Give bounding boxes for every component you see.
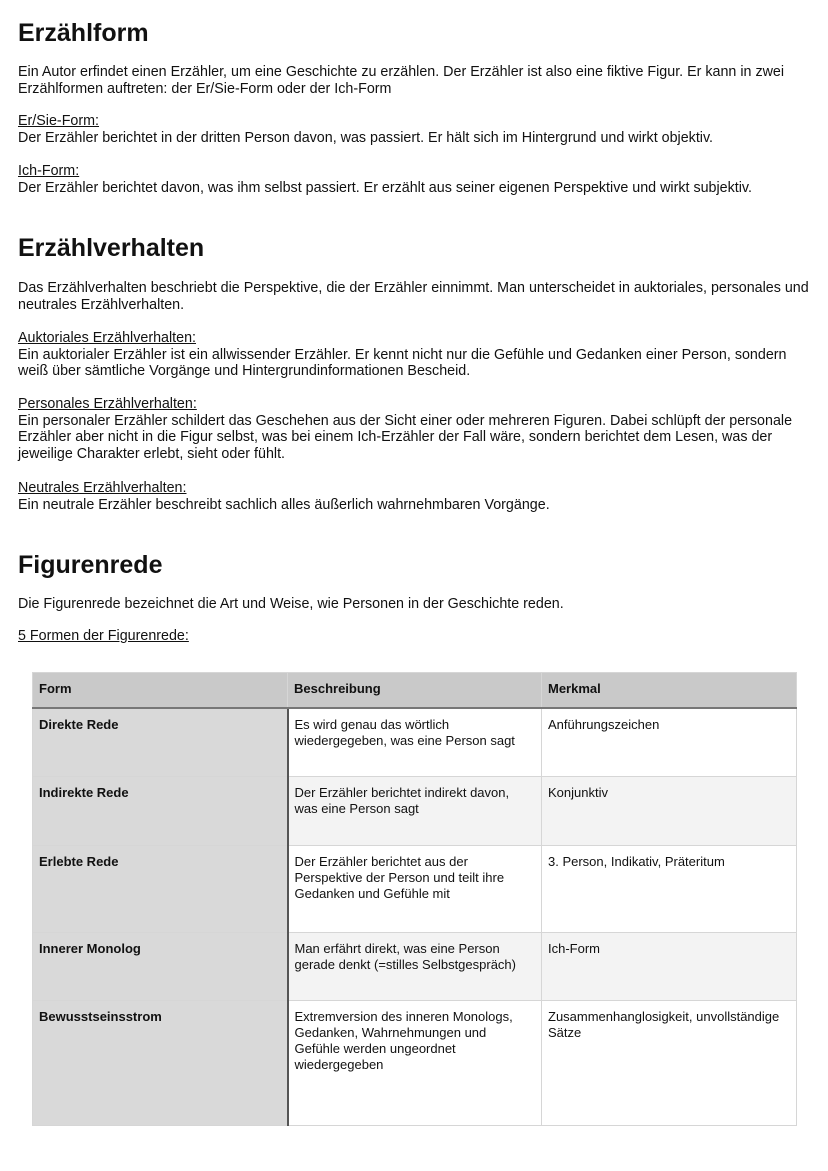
paragraph: Das Erzählverhalten beschriebt die Perspektive, die der Erzähler einnimmt. Man unterscheidet in auktoriales, personales und neutrales Erzählverhalten. bbox=[18, 280, 809, 313]
definition-text: Ein personaler Erzähler schildert das Geschehen aus der Sicht einer oder mehreren Figuren. Dabei schlüpft der personale Erzähler aber nicht in die Figur selbst, was bei einem Ich-Erzähler der Fall wäre, sondern berichtet dem Lesen, was der jeweilige Charakter erlebt, sieht oder fühlt. bbox=[18, 412, 793, 462]
header-cell: Form bbox=[33, 673, 288, 709]
cell: Der Erzähler berichtet aus der Perspektive der Person und teilt ihre Gedanken und Gefühle mit bbox=[288, 845, 542, 932]
header-cell: Beschreibung bbox=[288, 673, 542, 709]
paragraph: Die Figurenrede bezeichnet die Art und Weise, wie Personen in der Geschichte reden. bbox=[18, 596, 564, 612]
definition-text: Ein auktorialer Erzähler ist ein allwissender Erzähler. Er kennt nicht nur die Gefühle und Gedanken einer Person, sondern weiß über sämtliche Vorgänge und Hintergrundinformationen Bescheid. bbox=[18, 346, 787, 379]
cell: Es wird genau das wörtlich wiedergegeben, was eine Person sagt bbox=[288, 708, 542, 776]
table-row bbox=[33, 708, 797, 776]
cell: Innerer Monolog bbox=[33, 932, 288, 1000]
cell: Ich-Form bbox=[542, 932, 797, 1000]
cell: Direkte Rede bbox=[33, 708, 288, 776]
cell: Man erfährt direkt, was eine Person gerade denkt (=stilles Selbstgespräch) bbox=[288, 932, 542, 1000]
definition bbox=[18, 163, 814, 196]
cell: Anführungszeichen bbox=[542, 708, 797, 776]
term: Er/Sie-Form: bbox=[18, 113, 100, 129]
cell: 3. Person, Indikativ, Präteritum bbox=[542, 845, 797, 932]
table-header bbox=[33, 673, 797, 709]
cell: Extremversion des inneren Monologs, Gedanken, Wahrnehmungen und Gefühle werden ungeordnet wiedergegeben bbox=[288, 1000, 542, 1125]
definition bbox=[18, 396, 814, 462]
term: Personales Erzählverhalten: bbox=[18, 396, 197, 412]
cell: Der Erzähler berichtet indirekt davon, was eine Person sagt bbox=[288, 776, 542, 845]
definition-text: Der Erzähler berichtet in der dritten Person davon, was passiert. Er hält sich im Hintergrund und wirkt objektiv. bbox=[18, 129, 714, 146]
definition bbox=[18, 113, 814, 146]
cell: Bewusstseinsstrom bbox=[33, 1000, 288, 1125]
term: Neutrales Erzählverhalten: bbox=[18, 480, 187, 496]
table-row bbox=[33, 932, 797, 1000]
definition-text: Der Erzähler berichtet davon, was ihm selbst passiert. Er erzählt aus seiner eigenen Perspektive und wirkt subjektiv. bbox=[18, 179, 752, 196]
cell: Indirekte Rede bbox=[33, 776, 288, 845]
definition bbox=[18, 330, 814, 380]
cell: Konjunktiv bbox=[542, 776, 797, 845]
heading-erzaehlform: Erzählform bbox=[18, 19, 149, 47]
header-cell: Merkmal bbox=[542, 673, 797, 709]
cell: Erlebte Rede bbox=[33, 845, 288, 932]
heading-figurenrede: Figurenrede bbox=[18, 551, 163, 579]
term: Ich-Form: bbox=[18, 163, 80, 179]
definition bbox=[18, 480, 814, 513]
definition-text: Ein neutrale Erzähler beschreibt sachlich alles äußerlich wahrnehmbaren Vorgänge. bbox=[18, 496, 550, 513]
paragraph: Ein Autor erfindet einen Erzähler, um eine Geschichte zu erzählen. Der Erzähler ist also eine fiktive Figur. Er kann in zwei Erzählformen auftreten: der Er/Sie-Form oder der Ich-Form bbox=[18, 64, 785, 97]
cell: Zusammenhanglosigkeit, unvollständige Sätze bbox=[542, 1000, 797, 1125]
term: Auktoriales Erzählverhalten: bbox=[18, 330, 197, 346]
figurenrede-table bbox=[32, 672, 797, 1126]
table-row bbox=[33, 845, 797, 932]
table-row bbox=[33, 776, 797, 845]
table-row bbox=[33, 1000, 797, 1125]
heading-erzaehlverhalten: Erzählverhalten bbox=[18, 234, 205, 262]
table-caption: 5 Formen der Figurenrede: bbox=[18, 628, 189, 644]
